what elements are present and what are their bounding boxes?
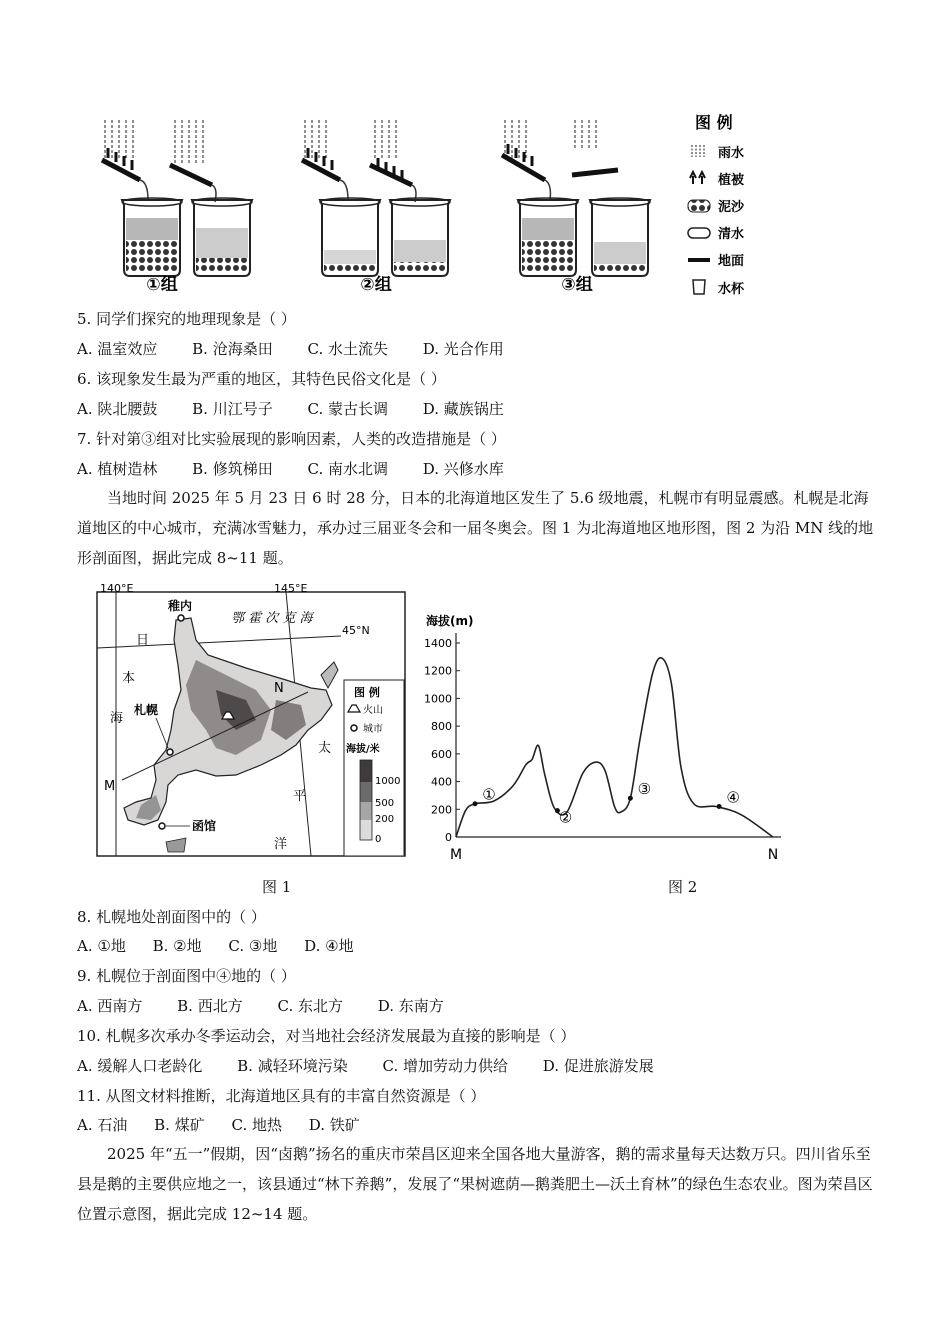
- y-tick-label: 1400: [424, 637, 452, 650]
- water-cup-icon: [693, 280, 705, 294]
- svg-text:0: 0: [375, 834, 382, 845]
- q6-options: [77, 399, 534, 419]
- option-a[interactable]: A. 石油: [77, 1116, 128, 1134]
- svg-text:海拔/米: 海拔/米: [346, 744, 380, 755]
- y-tick-label: 400: [431, 775, 452, 789]
- hokkaido-map: [96, 580, 408, 860]
- svg-text:本: 本: [122, 671, 136, 686]
- y-tick-label: 0: [445, 831, 452, 844]
- option-a[interactable]: A. 植树造林: [77, 460, 158, 478]
- lon-140: 140°E: [100, 582, 134, 595]
- profile-marker-3: ③: [637, 780, 652, 799]
- svg-text:海: 海: [110, 711, 124, 726]
- svg-text:火山: 火山: [363, 705, 383, 716]
- city-sapporo: [167, 749, 173, 755]
- clear-water-icon: [688, 228, 710, 238]
- q5-stem: 5. 同学们探究的地理现象是（ ）: [77, 310, 296, 328]
- option-b[interactable]: B. 西北方: [177, 997, 243, 1015]
- passage-rongchang: 2025 年“五一”假期，因“卤鹅”扬名的重庆市荣昌区迎来全国各地大量游客，鹅的需求量每天达数万只。四川省乐至县是鹅的主要供应地之一，该县通过“林下养鹅”，发展了“果树遮荫—鹅粪肥土—沃土育林”的绿色生态农业。图为荣昌区位置示意图，据此完成 12~14 题。: [77, 1145, 873, 1223]
- q10-stem: 10. 札幌多次承办冬季运动会，对当地社会经济发展最为直接的影响是（ ）: [77, 1027, 576, 1045]
- option-d[interactable]: D. 藏族锅庄: [422, 400, 504, 418]
- option-d[interactable]: D. 东南方: [377, 997, 444, 1015]
- vegetation-icon: [690, 172, 705, 184]
- profile-marker-1: ①: [482, 785, 496, 804]
- q5-options: [77, 339, 534, 359]
- option-b[interactable]: B. 煤矿: [154, 1116, 205, 1134]
- group-2-label: ②组: [360, 275, 392, 295]
- q10-options: [77, 1056, 684, 1076]
- q8-stem: 8. 札幌地处剖面图中的（ ）: [77, 908, 266, 926]
- lon-145: 145°E: [274, 582, 308, 595]
- svg-text:植被: 植被: [718, 173, 745, 188]
- group-3-label: ③组: [561, 275, 593, 295]
- y-tick-label: 600: [431, 747, 452, 761]
- profile-marker-2: ②: [558, 808, 573, 827]
- fig2-caption: 图 2: [668, 878, 698, 896]
- option-a[interactable]: A. 陕北腰鼓: [77, 400, 158, 418]
- option-d[interactable]: D. ④地: [304, 937, 354, 955]
- svg-text:城市: 城市: [363, 724, 383, 735]
- option-a[interactable]: A. ①地: [77, 937, 126, 955]
- svg-text:日: 日: [136, 633, 150, 648]
- svg-text:水杯: 水杯: [718, 282, 745, 297]
- profile-line: [456, 658, 773, 837]
- svg-text:函馆: 函馆: [192, 819, 217, 833]
- profile-chart: [418, 605, 798, 867]
- q7-options: [77, 459, 534, 479]
- svg-text:洋: 洋: [274, 837, 288, 852]
- option-a[interactable]: A. 温室效应: [77, 340, 158, 358]
- option-b[interactable]: B. ②地: [152, 937, 202, 955]
- city-wakkanai: [178, 615, 184, 621]
- q7-stem: 7. 针对第③组对比实验展现的影响因素，人类的改造措施是（ ）: [77, 430, 506, 448]
- option-c[interactable]: C. 东北方: [277, 997, 343, 1015]
- city-hakodate: [159, 823, 165, 829]
- svg-text:太: 太: [318, 741, 332, 756]
- svg-text:500: 500: [375, 798, 395, 809]
- lat-45: 45°N: [342, 624, 370, 637]
- svg-text:200: 200: [375, 814, 395, 825]
- option-b[interactable]: B. 减轻环境污染: [237, 1057, 348, 1075]
- svg-text:札幌: 札幌: [134, 703, 159, 717]
- option-d[interactable]: D. 铁矿: [308, 1116, 360, 1134]
- passage-hokkaido: 当地时间 2025 年 5 月 23 日 6 时 28 分，日本的北海道地区发生了 5.6 级地震，札幌市有明显震感。札幌是北海道地区的中心城市，充满冰雪魅力，承办过三届亚冬会和一届冬奥会。图 1 为北海道地区地形图，图 2 为沿 MN 线的地形剖面图，据此完成 8~11 题。: [77, 489, 874, 567]
- option-c[interactable]: C. 增加劳动力供给: [382, 1057, 508, 1075]
- option-c[interactable]: C. 地热: [231, 1116, 282, 1134]
- svg-text:泥沙: 泥沙: [718, 200, 745, 215]
- y-tick-label: 200: [431, 803, 452, 817]
- group-1-label: ①组: [146, 275, 178, 295]
- profile-marker-4: ④: [726, 788, 740, 807]
- y-tick-label: 1000: [424, 692, 452, 706]
- option-c[interactable]: C. ③地: [228, 937, 278, 955]
- fig1-caption: 图 1: [262, 878, 292, 896]
- profile-point-1: [473, 801, 478, 806]
- x-label-m: M: [449, 847, 463, 863]
- group-2-figure: [302, 120, 450, 276]
- option-d[interactable]: D. 兴修水库: [422, 460, 504, 478]
- q6-stem: 6. 该现象发生最为严重的地区，其特色民俗文化是（ ）: [77, 370, 446, 388]
- label-m: M: [104, 779, 116, 794]
- profile-point-3: [628, 796, 633, 801]
- svg-text:地面: 地面: [718, 254, 745, 269]
- rain-icon: [692, 145, 704, 157]
- group-1-figure: [102, 120, 252, 276]
- option-b[interactable]: B. 沧海桑田: [192, 340, 273, 358]
- q8-options: [77, 936, 384, 956]
- option-d[interactable]: D. 促进旅游发展: [542, 1057, 654, 1075]
- x-label-n: N: [767, 847, 779, 863]
- city-icon: [351, 725, 357, 731]
- sediment-icon: [688, 200, 710, 212]
- q11-options: [77, 1115, 390, 1135]
- q9-options: [77, 996, 474, 1016]
- okhotsk-sea-label: 鄂 霍 次 克 海: [231, 611, 313, 626]
- experiment-figure: [90, 100, 790, 300]
- y-tick-label: 800: [431, 720, 452, 734]
- option-b[interactable]: B. 川江号子: [192, 400, 273, 418]
- q11-stem: 11. 从图文材料推断，北海道地区具有的丰富自然资源是（ ）: [77, 1087, 486, 1105]
- svg-text:清水: 清水: [718, 227, 745, 242]
- label-n: N: [274, 681, 284, 696]
- option-a[interactable]: A. 缓解人口老龄化: [77, 1057, 203, 1075]
- svg-text:稚内: 稚内: [168, 599, 193, 613]
- option-c[interactable]: C. 南水北调: [307, 460, 388, 478]
- ground-icon: [688, 258, 710, 262]
- option-a[interactable]: A. 西南方: [77, 997, 143, 1015]
- svg-text:1000: 1000: [375, 776, 401, 787]
- q9-stem: 9. 札幌位于剖面图中④地的（ ）: [77, 967, 296, 985]
- option-d[interactable]: D. 光合作用: [422, 340, 504, 358]
- option-c[interactable]: C. 水土流失: [307, 340, 388, 358]
- svg-text:图 例: 图 例: [354, 686, 380, 699]
- option-c[interactable]: C. 蒙古长调: [307, 400, 388, 418]
- svg-text:平: 平: [293, 789, 307, 804]
- option-b[interactable]: B. 修筑梯田: [192, 460, 273, 478]
- exp-legend-title: 图 例: [695, 113, 733, 132]
- profile-y-axis-title: 海拔(m): [426, 614, 474, 628]
- svg-text:雨水: 雨水: [718, 146, 745, 161]
- y-tick-label: 1200: [424, 664, 452, 678]
- group-3-figure: [502, 120, 650, 276]
- profile-point-4: [717, 804, 722, 809]
